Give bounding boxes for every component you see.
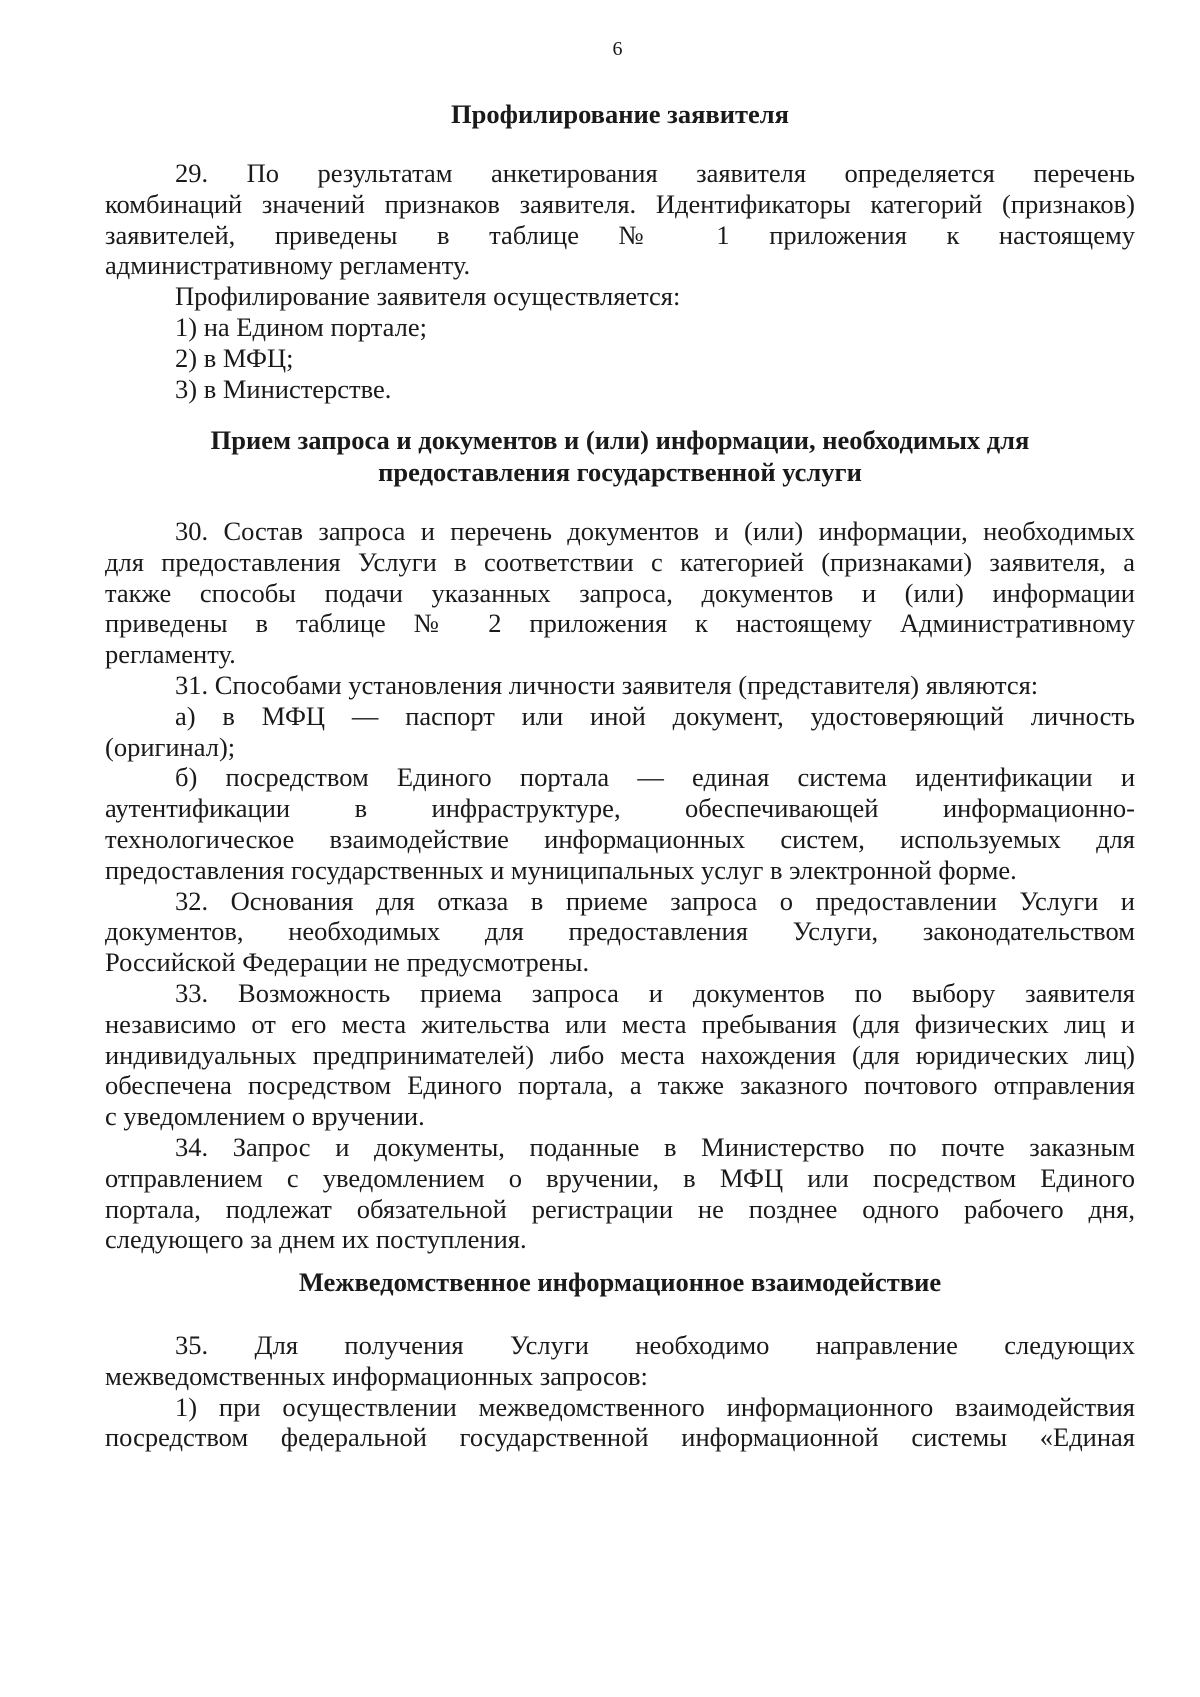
section-profiling-body xyxy=(105,158,1135,404)
paragraph-line: а) в МФЦ — паспорт или иной документ, удостоверяющий личность xyxy=(175,700,1135,731)
section-title-line: предоставления государственной услуги xyxy=(378,457,862,487)
section-title-line: Профилирование заявителя xyxy=(451,99,789,129)
paragraph-line: 32. Основания для отказа в приеме запроса о предоставлении Услуги и xyxy=(175,885,1135,916)
paragraph-line: независимо от его места жительства или места пребывания (для физических лиц и xyxy=(105,1008,1135,1039)
paragraph-line: обеспечена посредством Единого портала, а также заказного почтового отправления xyxy=(105,1070,1135,1101)
profiling-intro xyxy=(105,281,1135,312)
section-title-interagency xyxy=(105,1266,1135,1298)
paragraph-line: посредством федеральной государственной информационной системы «Единая xyxy=(105,1422,1135,1453)
paragraph-31 xyxy=(105,670,1135,701)
paragraph-line: межведомственных информационных запросов: xyxy=(105,1360,648,1391)
paragraph-line: с уведомлением о вручении. xyxy=(105,1101,425,1132)
section-title-profiling xyxy=(105,98,1135,130)
paragraph-line: 1) при осуществлении межведомственного информационного взаимодействия xyxy=(175,1391,1135,1422)
paragraph-line: приведены в таблице № 2 приложения к настоящему Административному xyxy=(105,608,1135,639)
section-title-line: Прием запроса и документов и (или) информации, необходимых для xyxy=(210,425,1030,455)
section-request-body xyxy=(105,516,1135,1255)
paragraph-31a xyxy=(105,701,1135,763)
list-item: 1) на Едином портале; xyxy=(175,311,428,342)
paragraph-33 xyxy=(105,978,1135,1132)
paragraph-line: документов, необходимых для предоставления Услуги, законодательством xyxy=(105,916,1135,947)
paragraph-line: комбинаций значений признаков заявителя. Идентификаторы категорий (признаков) xyxy=(105,188,1135,219)
paragraph-30 xyxy=(105,516,1135,670)
paragraph-line: административному регламенту. xyxy=(105,250,471,281)
section-interagency-body xyxy=(105,1330,1135,1453)
paragraph-line: аутентификации в инфраструктуре, обеспечивающей информационно- xyxy=(105,793,1135,824)
paragraph-32 xyxy=(105,886,1135,978)
paragraph-line: портала, подлежат обязательной регистрации не позднее одного рабочего дня, xyxy=(105,1193,1135,1224)
section-title-request xyxy=(105,424,1135,488)
paragraph-35 xyxy=(105,1330,1135,1392)
paragraph-line: 31. Способами установления личности заявителя (представителя) являются: xyxy=(175,669,1039,700)
paragraph-line: следующего за днем их поступления. xyxy=(105,1224,527,1255)
paragraph-line: Российской Федерации не предусмотрены. xyxy=(105,947,590,978)
paragraph-line: 30. Состав запроса и перечень документов и (или) информации, необходимых xyxy=(175,516,1135,546)
paragraph-line: (оригинал); xyxy=(105,731,236,762)
section-title-line: Межведомственное информационное взаимодействие xyxy=(298,1267,942,1297)
paragraph-line: предоставления государственных и муниципальных услуг в электронной форме. xyxy=(105,854,1017,885)
paragraph-line: отправлением с уведомлением о вручении, в МФЦ или посредством Единого xyxy=(105,1162,1135,1193)
paragraph-line: регламенту. xyxy=(105,639,236,670)
paragraph-31b xyxy=(105,762,1135,885)
paragraph-34 xyxy=(105,1132,1135,1255)
paragraph-line: также способы подачи указанных запроса, документов и (или) информации xyxy=(105,577,1135,608)
paragraph-line: 35. Для получения Услуги необходимо направление следующих xyxy=(175,1330,1135,1360)
list-item: 3) в Министерстве. xyxy=(175,373,392,404)
paragraph-line: 34. Запрос и документы, поданные в Министерство по почте заказным xyxy=(175,1131,1135,1162)
paragraph-line: б) посредством Единого портала — единая система идентификации и xyxy=(175,762,1135,793)
list-item: 2) в МФЦ; xyxy=(175,342,294,373)
paragraph-line: технологическое взаимодействие информационных систем, используемых для xyxy=(105,823,1135,854)
page-number: 6 xyxy=(612,38,623,60)
paragraph-line: 33. Возможность приема запроса и документов по выбору заявителя xyxy=(175,977,1135,1008)
paragraph-line: Профилирование заявителя осуществляется: xyxy=(175,281,681,312)
paragraph-line: индивидуальных предпринимателей) либо места нахождения (для юридических лиц) xyxy=(105,1039,1135,1070)
profiling-list xyxy=(105,312,1135,404)
paragraph-line: 29. По результатам анкетирования заявителя определяется перечень xyxy=(175,158,1135,188)
paragraph-line: заявителей, приведены в таблице № 1 приложения к настоящему xyxy=(105,219,1135,250)
paragraph-29 xyxy=(105,158,1135,281)
paragraph-line: для предоставления Услуги в соответствии с категорией (признаками) заявителя, а xyxy=(105,546,1135,577)
paragraph-35-1 xyxy=(105,1392,1135,1454)
